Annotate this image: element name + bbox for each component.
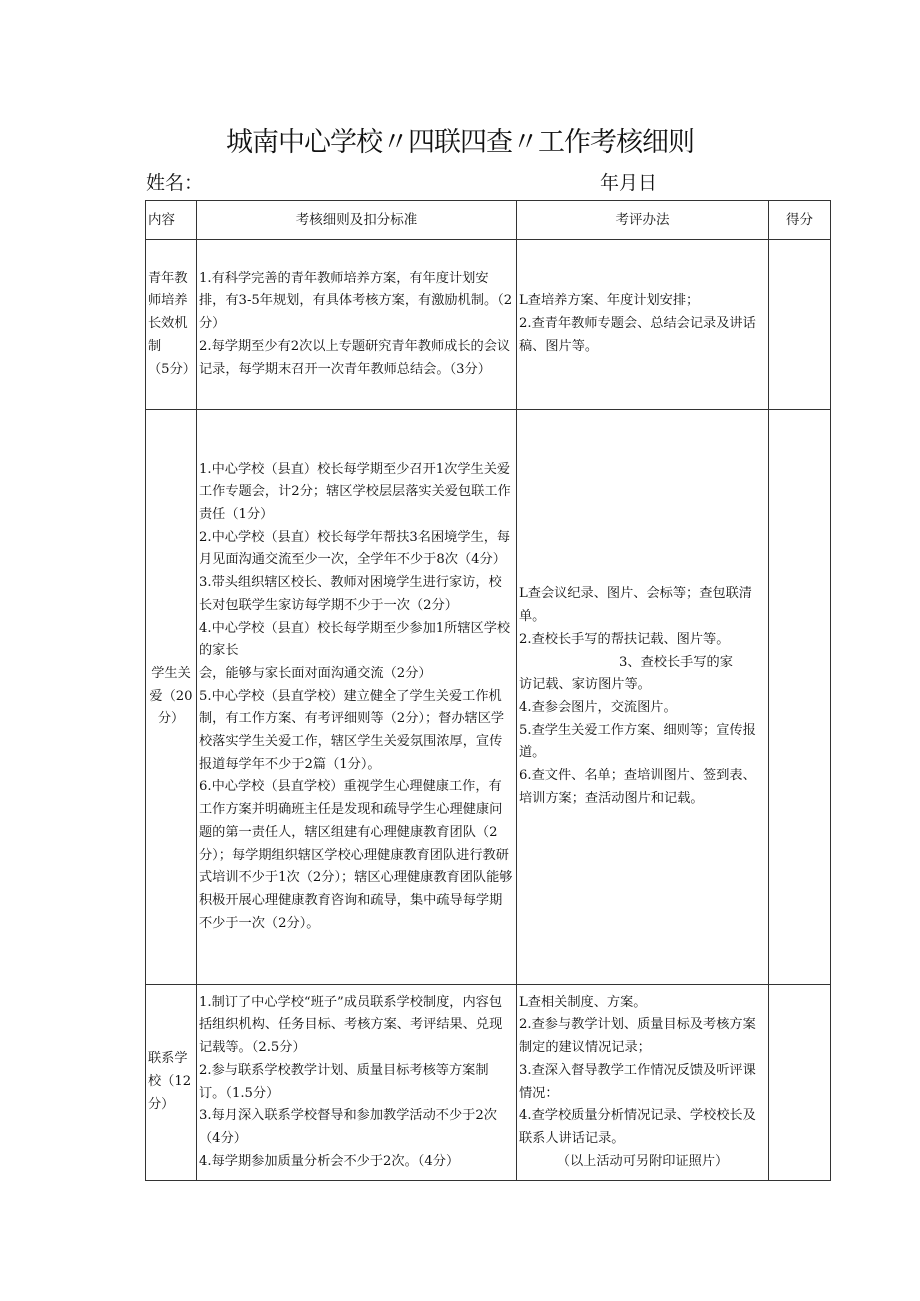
method-item: L查相关制度、方案。 <box>519 994 647 1010</box>
header-score: 得分 <box>769 201 831 240</box>
header-row <box>146 201 831 240</box>
criteria-item: 2.参与联系学校教学计划、质量目标考核等方案制订。（1.5分） <box>199 1062 489 1101</box>
method-cell <box>517 240 769 410</box>
table-row <box>146 410 831 985</box>
criteria-cell <box>197 240 517 410</box>
table-row <box>146 985 831 1181</box>
category-score: （5分） <box>148 361 196 377</box>
criteria-item: 1.中心学校（县直）校长每学期至少召开1次学生关爱工作专题会，计2分；辖区学校层层落实关爱包联工作责任（1分） <box>199 461 511 523</box>
score-cell <box>769 410 831 985</box>
date-label: 年月日 <box>600 172 658 194</box>
criteria-item: 5.中心学校（县直学校）建立健全了学生关爱工作机制，有工作方案、有考评细则等（2分）；督办辖区学校落实学生关爱工作，辖区学生关爱氛围浓厚，宣传报道每学年不少于2篇（1分）。 <box>199 688 505 772</box>
name-label: 姓名： <box>146 172 204 194</box>
method-item: 4.查参会图片，交流图片。 <box>519 700 677 715</box>
table-row <box>146 240 831 410</box>
criteria-item: 6.中心学校（县直学校）重视学生心理健康工作，有工作方案并明确班主任是发现和疏导学生心理健康问题的第一责任人，辖区组建有心理健康教育团队（2分）；每学期组织辖区学校心理健康教育团队进行教研式培训不少于1次（2分）；辖区心理健康教育团队能够积极开展心理健康教育咨询和疏导，集中疏导每学期不少于一次（2分）。 <box>199 779 513 931</box>
criteria-item: 4.每学期参加质量分析会不少于2次。（4分） <box>199 1153 460 1169</box>
criteria-item: 会，能够与家长面对面沟通交流（2分） <box>199 665 432 681</box>
method-item: 访记载、家访图片等。 <box>519 677 651 693</box>
method-item: 6.查文件、名单；查培训图片、签到表、培训方案；查活动图片和记载。 <box>519 768 756 806</box>
method-item: 3、查校长手写的家 <box>619 654 733 670</box>
criteria-item: 3.每月深入联系学校督导和参加教学活动不少于2次（4分） <box>199 1108 497 1146</box>
method-cell <box>517 985 769 1181</box>
method-item: L查会议纪录、图片、会标等；查包联清单。 <box>519 586 752 625</box>
criteria-item: 2.中心学校（县直）校长每学年帮扶3名困境学生，每月见面沟通交流至少一次，全学年不少于8次（4分） <box>199 529 511 568</box>
method-note: （以上活动可另附印证照片） <box>556 1153 729 1169</box>
header-criteria: 考核细则及扣分标准 <box>197 201 517 240</box>
method-item: 4.查学校质量分析情况记录、学校校长及联系人讲话记录。 <box>519 1108 756 1146</box>
header-method: 考评办法 <box>517 201 769 240</box>
method-item: 2.查校长手写的帮扶记载、图片等。 <box>519 631 730 647</box>
assessment-table <box>145 200 831 1181</box>
category-name: 联系学校（12分） <box>148 1051 192 1112</box>
criteria-cell <box>197 985 517 1181</box>
document-title: 城南中心学校〃四联四查〃工作考核细则 <box>226 127 694 158</box>
score-cell <box>769 985 831 1181</box>
header-content: 内容 <box>146 201 197 240</box>
criteria-item: 3.带头组织辖区校长、教师对困境学生进行家访，校长对包联学生家访每学期不少于一次（2分） <box>199 575 502 613</box>
method-item: 2.查青年教师专题会、总结会记录及讲话稿、图片等。 <box>519 316 756 354</box>
method-cell <box>517 410 769 985</box>
method-item: 5.查学生关爱工作方案、细则等；宣传报道。 <box>519 722 756 761</box>
criteria-item: 1.制订了中心学校“班子”成员联系学校制度，内容包括组织机构、任务目标、考核方案、考评结果、兑现记载等。（2.5分） <box>199 994 503 1056</box>
criteria-item: 4.中心学校（县直）校长每学期至少参加1所辖区学校的家长 <box>199 620 511 659</box>
method-item: 3.查深入督导教学工作情况反馈及听评课情况： <box>519 1062 756 1101</box>
criteria-item: 1.有科学完善的青年教师培养方案，有年度计划安排，有3-5年规划，有具体考核方案，有激励机制。（2分） <box>199 270 513 332</box>
category-name: 青年教师培养长效机制 <box>148 270 188 354</box>
category-cell <box>146 240 197 410</box>
method-item: 2.查参与教学计划、质量目标及考核方案制定的建议情况记录； <box>519 1017 756 1056</box>
score-cell <box>769 240 831 410</box>
criteria-cell <box>197 410 517 985</box>
category-cell <box>146 985 197 1181</box>
category-name: 学生关爱（20分） <box>149 665 193 727</box>
criteria-item: 2.每学期至少有2次以上专题研究青年教师成长的会议记录，每学期末召开一次青年教师总结会。（3分） <box>199 338 511 377</box>
method-item: L查培养方案、年度计划安排； <box>519 293 700 309</box>
category-cell <box>146 410 197 985</box>
